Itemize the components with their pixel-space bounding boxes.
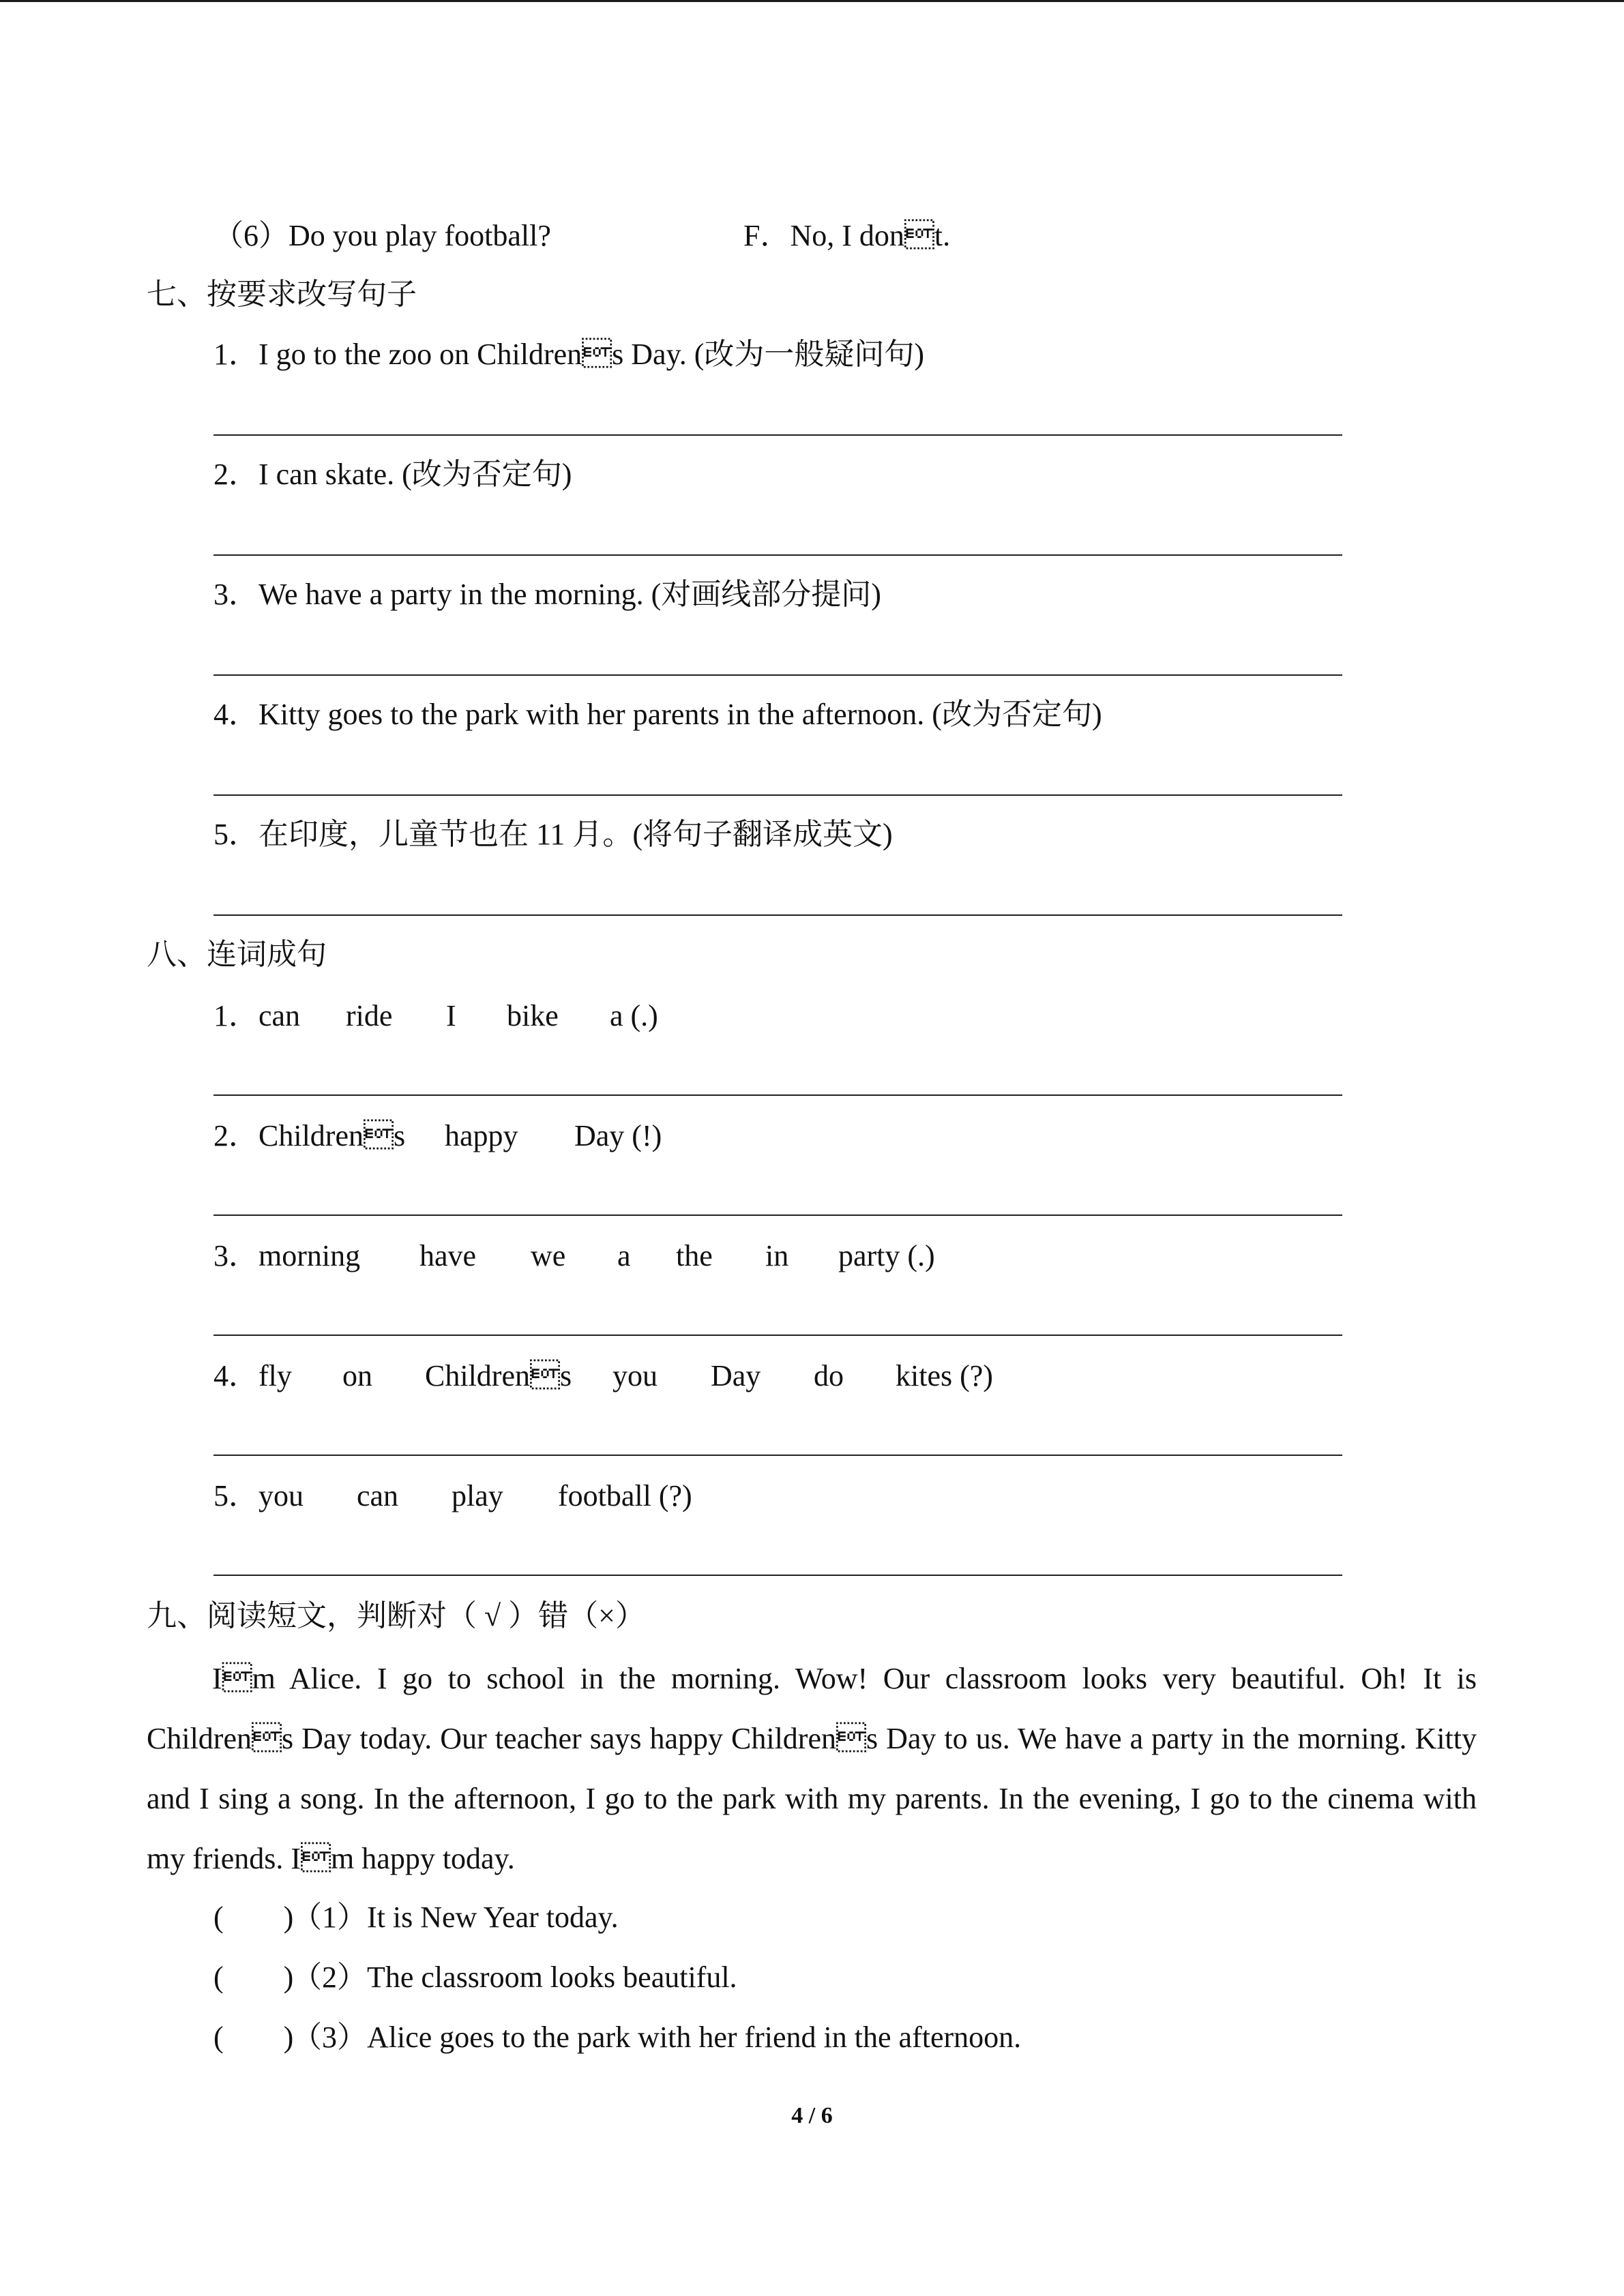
rewrite-item-3: 3．We have a party in the morning. (对画线部分提问)	[213, 578, 881, 611]
judge-statement-3: （3）Alice goes to the park with her friend in the afternoon.	[292, 2021, 1022, 2054]
word-order-item-3	[213, 1237, 935, 1275]
reading-passage	[147, 1649, 1477, 1889]
answer-line[interactable]	[213, 1214, 1342, 1216]
rewrite-item-1: 1．I go to the zoo on Childrens Day. (改为一般疑问句)	[213, 338, 925, 371]
word-token: party (.)	[838, 1239, 935, 1272]
word-token: a	[617, 1239, 631, 1272]
word-token: ride	[346, 999, 393, 1032]
word-token: a (.)	[610, 999, 658, 1032]
word-token: play	[452, 1479, 503, 1512]
answer-line[interactable]	[213, 1455, 1342, 1456]
word-token: on	[342, 1359, 372, 1392]
word-order-item-1	[213, 997, 658, 1035]
match-answer-f: F．No, I dont.	[743, 219, 951, 252]
word-token: happy	[445, 1119, 518, 1152]
answer-line[interactable]	[213, 914, 1342, 916]
item-number: 4．	[213, 1359, 259, 1392]
rewrite-item-5: 5．在印度，儿童节也在 11 月。(将句子翻译成英文)	[213, 818, 893, 851]
word-token: morning	[259, 1239, 361, 1272]
word-token: do	[814, 1359, 844, 1392]
item-number: 1．	[213, 999, 259, 1032]
item-number: 2．	[213, 1119, 259, 1152]
passage-text: Im Alice. I go to school in the morning. Wow! Our classroom looks very beautiful. Oh! It is Childrens Day today. Our teacher says happy Childrens Day to us. We have a party in the morning. Kitty and I sing a song. In the afternoon, I go to the park with my parents. In the evening, I go to the cinema with my friends. Im happy today.	[147, 1662, 1477, 1875]
word-token: fly	[259, 1359, 292, 1392]
word-token: the	[676, 1239, 713, 1272]
answer-line[interactable]	[213, 1094, 1342, 1096]
rewrite-item-4: 4．Kitty goes to the park with her parents in the afternoon. (改为否定句)	[213, 698, 1102, 731]
answer-line[interactable]	[213, 674, 1342, 676]
page-number: 4 / 6	[791, 2103, 833, 2128]
word-token: football (?)	[558, 1479, 692, 1512]
word-token: in	[765, 1239, 789, 1272]
judge-statement-2: （2）The classroom looks beautiful.	[292, 1960, 737, 1994]
word-token: can	[259, 999, 301, 1032]
rewrite-item-2: 2．I can skate. (改为否定句)	[213, 458, 572, 491]
word-token: Day	[711, 1359, 761, 1392]
word-token: you	[612, 1359, 658, 1392]
word-token: Childrens	[425, 1359, 572, 1392]
word-order-item-5	[213, 1477, 692, 1515]
section-7-heading: 七、按要求改写句子	[147, 278, 417, 311]
answer-line[interactable]	[213, 1335, 1342, 1336]
judge-bracket[interactable]: ( )	[213, 1960, 294, 1994]
section-8-heading: 八、连词成句	[147, 938, 327, 971]
word-order-item-2	[213, 1117, 662, 1155]
judge-bracket[interactable]: ( )	[213, 1900, 294, 1934]
word-token: Day (!)	[574, 1119, 662, 1152]
word-token: Childrens	[259, 1119, 406, 1152]
item-number: 5．	[213, 1479, 259, 1512]
match-question-6: （6）Do you play football?	[213, 219, 551, 252]
answer-line[interactable]	[213, 554, 1342, 556]
word-token: can	[357, 1479, 399, 1512]
word-token: have	[419, 1239, 477, 1272]
word-token: you	[259, 1479, 304, 1512]
word-token: bike	[507, 999, 559, 1032]
word-order-item-4	[213, 1357, 993, 1395]
page-top-border	[0, 0, 1624, 2]
item-number: 3．	[213, 1239, 259, 1272]
judge-bracket[interactable]: ( )	[213, 2021, 294, 2054]
answer-line[interactable]	[213, 794, 1342, 796]
judge-statement-1: （1）It is New Year today.	[292, 1900, 619, 1934]
word-token: we	[531, 1239, 566, 1272]
answer-line[interactable]	[213, 1575, 1342, 1576]
word-token: kites (?)	[896, 1359, 993, 1392]
word-token: I	[446, 999, 456, 1032]
section-9-heading: 九、阅读短文，判断对（ √ ）错（×）	[147, 1599, 645, 1632]
answer-line[interactable]	[213, 434, 1342, 436]
